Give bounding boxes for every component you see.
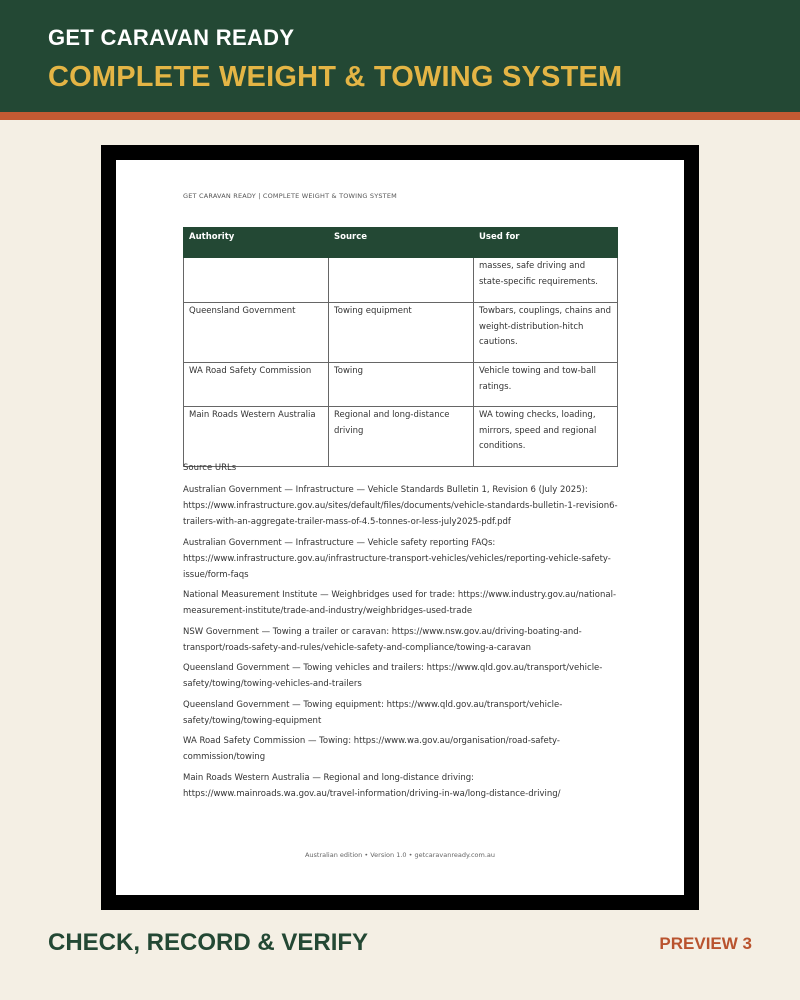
table-header-row	[184, 228, 618, 258]
table-cell: Vehicle towing and tow-ball ratings.	[474, 363, 618, 407]
source-url-item: Queensland Government — Towing equipment: https://www.qld.gov.au/transport/vehicle-safety/towing/towing-equipment	[183, 699, 563, 726]
table-cell: Queensland Government	[184, 303, 329, 363]
running-header: GET CARAVAN READY | COMPLETE WEIGHT & TOWING SYSTEM	[183, 192, 397, 200]
table-cell: Towing	[329, 363, 474, 407]
source-url-item: Queensland Government — Towing vehicles and trailers: https://www.qld.gov.au/transport/vehicle-safety/towing/towing-vehicles-and-trailers	[183, 663, 603, 689]
table-row	[184, 258, 618, 303]
source-urls-heading: Source URLs	[183, 463, 237, 473]
preview-badge: PREVIEW 3	[659, 934, 752, 953]
accent-stripe	[0, 112, 800, 120]
source-url-item: National Measurement Institute — Weighbridges used for trade: https://www.industry.gov.au/national-measurement-institute/trade-and-industry/weighbridges-used-trade	[183, 590, 617, 616]
table-row	[184, 363, 618, 407]
column-header-used-for: Used for	[474, 228, 618, 258]
source-url-item: Australian Government — Infrastructure — Vehicle Standards Bulletin 1, Revision 6 (July 2025): https://www.infrastructure.gov.au/sites/default/files/documents/vehicle-standards-bulletin-1-revision6-trailers-with-an-aggregate-trailer-mass-of-4.5-tonnes-or-less-july2025-pdf.pdf	[183, 485, 618, 527]
source-url-item: Australian Government — Infrastructure — Vehicle safety reporting FAQs: https://www.infrastructure.gov.au/infrastructure-transport-vehicles/vehicles/reporting-vehicle-safety-issue/form-faqs	[183, 537, 611, 580]
document-page	[116, 160, 684, 895]
table-cell	[184, 258, 329, 303]
product-headline: COMPLETE WEIGHT & TOWING SYSTEM	[48, 61, 623, 93]
header-banner	[0, 0, 800, 112]
table-row	[184, 407, 618, 467]
table-cell: WA Road Safety Commission	[184, 363, 329, 407]
authority-table	[183, 227, 618, 467]
column-header-authority: Authority	[184, 228, 329, 258]
column-header-source: Source	[329, 228, 474, 258]
table-cell: Towbars, couplings, chains and weight-distribution-hitch cautions.	[474, 303, 618, 363]
source-url-list	[183, 482, 623, 806]
table-cell: Main Roads Western Australia	[184, 407, 329, 467]
table-cell: Regional and long-distance driving	[329, 407, 474, 467]
source-url-item: NSW Government — Towing a trailer or caravan: https://www.nsw.gov.au/driving-boating-and-transport/roads-safety-and-rules/vehicle-safety-and-compliance/towing-a-caravan	[183, 626, 582, 653]
table-row	[184, 303, 618, 363]
document-footer: Australian edition • Version 1.0 • getcaravanready.com.au	[304, 851, 496, 859]
source-url-item: WA Road Safety Commission — Towing: https://www.wa.gov.au/organisation/road-safety-commission/towing	[183, 736, 560, 762]
table-cell	[329, 258, 474, 303]
brand-title: GET CARAVAN READY	[48, 25, 295, 50]
table-cell: masses, safe driving and state-specific requirements.	[474, 258, 618, 303]
table-cell: Towing equipment	[329, 303, 474, 363]
bottom-tagline: CHECK, RECORD & VERIFY	[48, 929, 369, 956]
source-url-item: Main Roads Western Australia — Regional and long-distance driving: https://www.mainroads.wa.gov.au/travel-information/driving-in-wa/long-distance-driving/	[183, 772, 561, 799]
table-cell: WA towing checks, loading, mirrors, speed and regional conditions.	[474, 407, 618, 467]
